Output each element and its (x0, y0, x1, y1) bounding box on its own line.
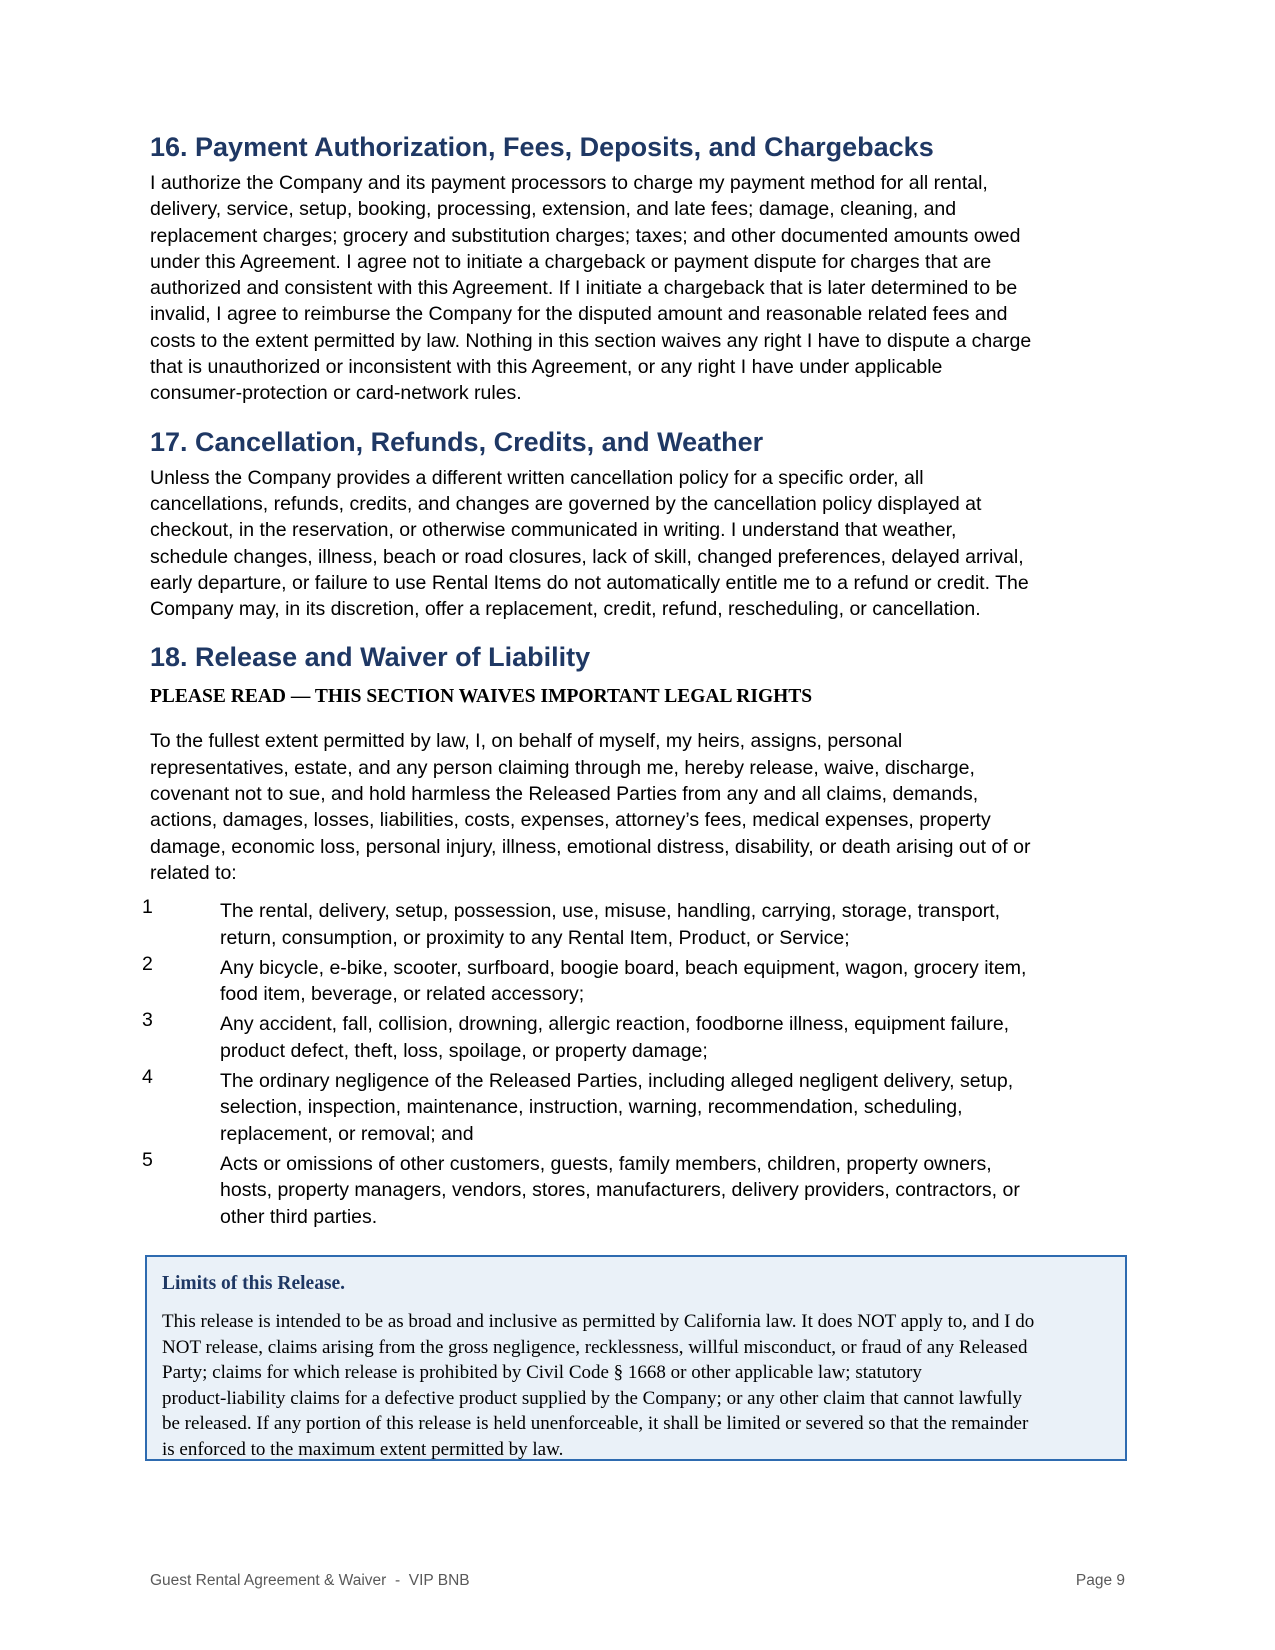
list-item-text: The ordinary negligence of the Released Parties, including alleged negligent delivery, setup, selection, inspection, maintenance, instruction, warning, recommendation, scheduling, replacement, or removal; and (220, 1070, 1014, 1145)
list-item-number: 3 (142, 1009, 153, 1032)
list-item-number: 2 (142, 952, 153, 975)
footer-document-title: Guest Rental Agreement & Waiver - VIP BNB (150, 1572, 470, 1589)
section-18-title: 18. Release and Waiver of Liability (150, 642, 591, 673)
limits-box-title: Limits of this Release. (162, 1273, 346, 1294)
list-item-text: Acts or omissions of other customers, guests, family members, children, property owners, hosts, property managers, vendors, stores, manufacturers, delivery providers, contractors, or other third parties. (220, 1152, 1020, 1228)
list-item-text: Any bicycle, e-bike, scooter, surfboard, boogie board, beach equipment, wagon, grocery item, food item, beverage, or related accessory; (220, 956, 1027, 1006)
footer-page-number: Page 9 (1075, 1572, 1125, 1589)
limits-box-body: This release is intended to be as broad and inclusive as permitted by California law. It does NOT apply to, and I do NOT release, claims arising from the gross negligence, recklessness, willful misconduct, or fraud of any Released Party; claims for which release is prohibited by Civil Code § 1668 or other applicable law; statutory product-liability claims for a defective product supplied by the Company; or any other claim that cannot lawfully be released. If any portion of this release is held unenforceable, it shall be limited or severed so that the remainder is enforced to the maximum extent permitted by law. (162, 1311, 1035, 1460)
list-item (142, 1148, 1130, 1230)
document-page (142, 130, 1130, 1234)
section-17-title: 17. Cancellation, Refunds, Credits, and Weather (150, 426, 764, 457)
list-item (142, 896, 1130, 951)
list-item-text: Any accident, fall, collision, drowning, allergic reaction, foodborne illness, equipment failure, product defect, theft, loss, spoilage, or property damage; (220, 1013, 1010, 1062)
list-item-number: 5 (142, 1148, 153, 1171)
list-item (142, 1009, 1130, 1064)
page-footer (150, 1572, 1125, 1590)
section-16-body: I authorize the Company and its payment processors to charge my payment method for all rental, delivery, service, setup, booking, processing, extension, and late fees; damage, cleaning, and replacement charges; grocery and substitution charges; taxes; and other documented amounts owed under this Agreement. I agree not to initiate a chargeback or payment dispute for charges that are authorized and consistent with this Agreement. If I initiate a chargeback that is later determined to be invalid, I agree to reimburse the Company for the disputed amount and reasonable related fees and costs to the extent permitted by law. Nothing in this section waives any right I have to dispute a charge that is unauthorized or inconsistent with this Agreement, or any right I have under applicable consumer-protection or card-network rules. (150, 172, 1032, 405)
list-item-number: 4 (142, 1066, 153, 1089)
section-18-warning: PLEASE READ — THIS SECTION WAIVES IMPORTANT LEGAL RIGHTS (150, 686, 813, 708)
section-18-intro: To the fullest extent permitted by law, I, on behalf of myself, my heirs, assigns, personal representatives, estate, and any person claiming through me, hereby release, waive, discharge, covenant not to sue, and hold harmless the Released Parties from any and all claims, demands, actions, damages, losses, liabilities, costs, expenses, attorney’s fees, medical expenses, property damage, economic loss, personal injury, illness, emotional distress, disability, or death arising out of or related to: (150, 730, 1031, 884)
list-item (142, 952, 1130, 1008)
list-item-number: 1 (142, 896, 153, 919)
release-list (142, 896, 1130, 1230)
list-item-text: The rental, delivery, setup, possession, use, misuse, handling, carrying, storage, transport, return, consumption, or proximity to any Rental Item, Product, or Service; (220, 900, 1001, 949)
list-item (142, 1066, 1130, 1147)
section-16-title: 16. Payment Authorization, Fees, Deposits, and Chargebacks (150, 132, 934, 162)
section-17-body: Unless the Company provides a different written cancellation policy for a specific order, all cancellations, refunds, credits, and changes are governed by the cancellation policy displayed at checkout, in the reservation, or otherwise communicated in writing. I understand that weather, schedule changes, illness, beach or road closures, lack of skill, changed preferences, delayed arrival, early departure, or failure to use Rental Items do not automatically entitle me to a refund or credit. The Company may, in its discretion, offer a replacement, credit, refund, rescheduling, or cancellation. (150, 466, 1029, 621)
limits-of-release-box (145, 1255, 1127, 1461)
